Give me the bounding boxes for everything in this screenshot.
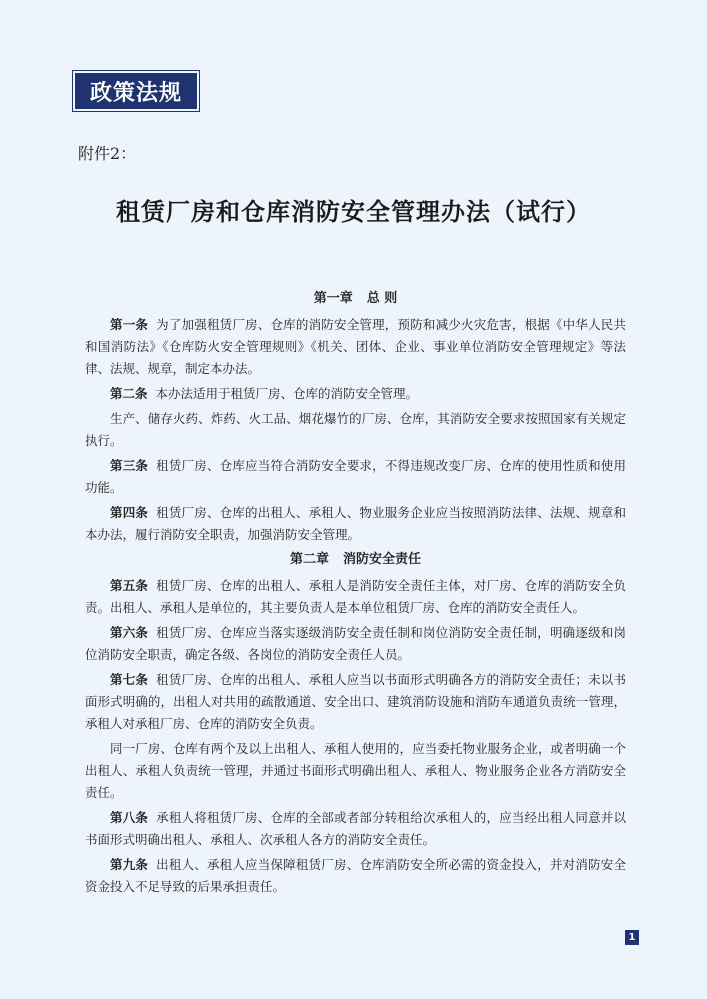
article-label: 第四条 bbox=[110, 505, 149, 520]
document-title: 租赁厂房和仓库消防安全管理办法（试行） bbox=[116, 197, 591, 226]
article-text: 租赁厂房、仓库的出租人、承租人是消防安全责任主体，对厂房、仓库的消防安全负责。出租人、承租人是单位的，其主要负责人是本单位租赁厂房、仓库的消防安全责任人。 bbox=[85, 578, 626, 615]
chapter-heading bbox=[85, 549, 626, 571]
chapter-number: 第二章 bbox=[289, 552, 329, 567]
chapter-name: 总 则 bbox=[366, 291, 398, 306]
article-text: 为了加强租赁厂房、仓库的消防安全管理，预防和减少火灾危害，根据《中华人民共和国消防法》《仓库防火安全管理规则》《机关、团体、企业、事业单位消防安全管理规定》等法律、法规、规章，制定本办法。 bbox=[85, 317, 626, 376]
article-paragraph bbox=[85, 455, 626, 499]
page-number: 1 bbox=[625, 930, 639, 945]
chapter-number: 第一章 bbox=[313, 291, 353, 306]
article-paragraph bbox=[85, 383, 626, 405]
article-paragraph bbox=[85, 502, 626, 546]
document-body bbox=[85, 288, 626, 901]
article-text: 租赁厂房、仓库应当符合消防安全要求，不得违规改变厂房、仓库的使用性质和使用功能。 bbox=[85, 458, 626, 495]
article-label: 第六条 bbox=[110, 625, 149, 640]
article-text: 租赁厂房、仓库的出租人、承租人应当以书面形式明确各方的消防安全责任；未以书面形式明确的，出租人对共用的疏散通道、安全出口、建筑消防设施和消防车通道负责统一管理，承租人对承租厂房、仓库的消防安全负责。 bbox=[85, 672, 626, 731]
article-paragraph bbox=[85, 854, 626, 898]
article-paragraph bbox=[85, 622, 626, 666]
article-label: 第五条 bbox=[110, 578, 149, 593]
section-tag: 政策法规 bbox=[75, 73, 197, 109]
article-label: 第九条 bbox=[110, 857, 149, 872]
article-paragraph bbox=[85, 408, 626, 452]
article-paragraph bbox=[85, 807, 626, 851]
article-paragraph bbox=[85, 314, 626, 380]
article-label: 第一条 bbox=[110, 317, 149, 332]
article-text: 承租人将租赁厂房、仓库的全部或者部分转租给次承租人的，应当经出租人同意并以书面形式明确出租人、承租人、次承租人各方的消防安全责任。 bbox=[85, 810, 626, 847]
article-text: 本办法适用于租赁厂房、仓库的消防安全管理。 bbox=[155, 386, 419, 401]
article-text: 租赁厂房、仓库应当落实逐级消防安全责任制和岗位消防安全责任制，明确逐级和岗位消防安全职责，确定各级、各岗位的消防安全责任人员。 bbox=[85, 625, 626, 662]
article-text: 出租人、承租人应当保障租赁厂房、仓库消防安全所必需的资金投入，并对消防安全资金投入不足导致的后果承担责任。 bbox=[85, 857, 626, 894]
article-paragraph bbox=[85, 669, 626, 735]
article-label: 第八条 bbox=[110, 810, 149, 825]
article-paragraph bbox=[85, 738, 626, 804]
chapter-name: 消防安全责任 bbox=[343, 552, 422, 567]
article-text: 同一厂房、仓库有两个及以上出租人、承租人使用的，应当委托物业服务企业，或者明确一个出租人、承租人负责统一管理，并通过书面形式明确出租人、承租人、物业服务企业各方消防安全责任。 bbox=[85, 741, 626, 800]
article-label: 第二条 bbox=[110, 386, 148, 401]
article-label: 第三条 bbox=[110, 458, 149, 473]
article-text: 租赁厂房、仓库的出租人、承租人、物业服务企业应当按照消防法律、法规、规章和本办法，履行消防安全职责，加强消防安全管理。 bbox=[85, 505, 626, 542]
chapter-heading bbox=[85, 288, 626, 310]
attachment-label: 附件2： bbox=[78, 144, 137, 163]
article-paragraph bbox=[85, 575, 626, 619]
article-text: 生产、储存火药、炸药、火工品、烟花爆竹的厂房、仓库，其消防安全要求按照国家有关规定执行。 bbox=[85, 411, 626, 448]
article-label: 第七条 bbox=[110, 672, 149, 687]
